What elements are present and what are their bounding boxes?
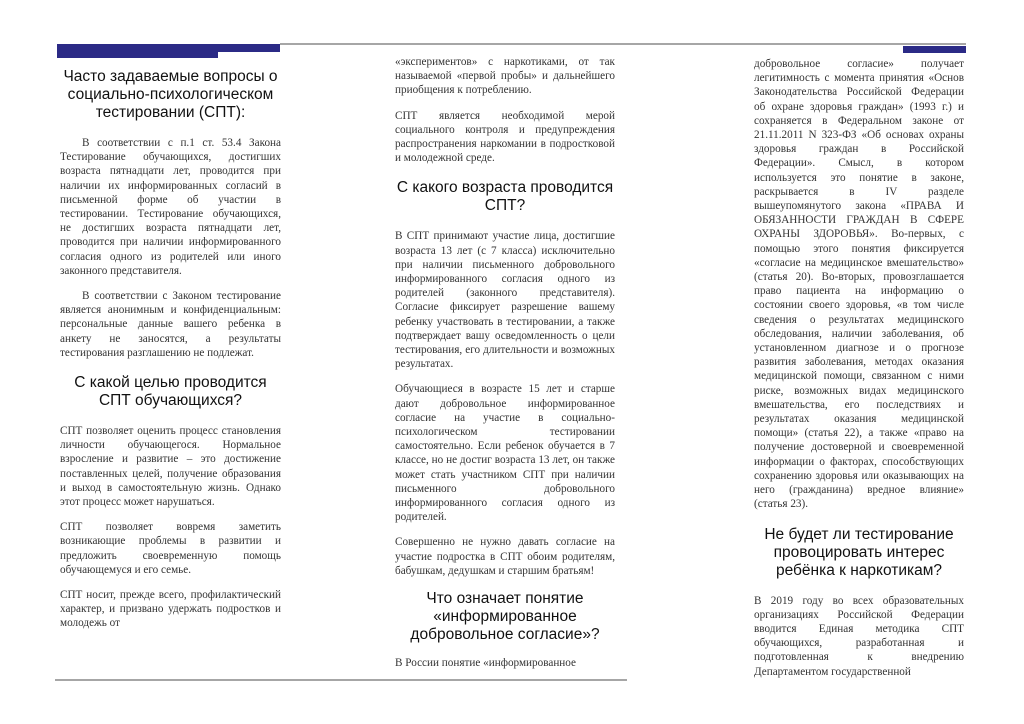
paragraph: В России понятие «информированное <box>395 657 576 670</box>
paragraph: В 2019 году во всех образовательных организациях Российской Федерации вводится Единая методика СПТ обучающихся, разработанная и подготовленная к внедрению Департаментом государственной <box>754 594 964 678</box>
paragraph: Совершенно не нужно давать согласие на участие подростка в СПТ обоим родителям, бабушкам, дедушкам и старшим братьям! <box>395 536 615 577</box>
section-heading-purpose: С какой целью проводится СПТ обучающихся? <box>74 374 267 410</box>
column-1 <box>60 68 281 642</box>
section-heading-age: С какого возраста проводится СПТ? <box>396 179 614 215</box>
paragraph: добровольное согласие» получает легитимность с момента принятия «Основ Законодательства Российской Федерации об охране здоровья граждан» (1993 г.) и сохраняется в Федеральном законе от 21.11.2011 N 323-ФЗ «Об основах охраны здоровья граждан в Российской Федерации». Смысл, в котором используется это понятие в законе, раскрывается в IV разделе вышеупомянутого закона «ПРАВА И ОБЯЗАННОСТИ ГРАЖДАН В СФЕРЕ ОХРАНЫ ЗДОРОВЬЯ». Во-первых, с помощью этого понятия фиксируется «согласие на медицинское вмешательство» (статья 20). Во-вторых, провозглашается право пациента на информацию о состоянии своего здоровья, «в том числе сведения о результатах медицинского обследования, наличии заболевания, об установленном диагнозе и о прогнозе развития заболевания, методах оказания медицинской помощи, связанном с ними риске, возможных видах медицинского вмешательства, его последствиях и результатах оказания медицинской помощи» (статья 22), а также «право на получение достоверной и своевременной информации о факторах, способствующих сохранению здоровья или оказывающих на него (гражданина) вредное влияние» (статья 23). <box>754 58 964 511</box>
paragraph: «экспериментов» с наркотиками, от так называемой «первой пробы» и дальнейшего приобщения к потреблению. <box>395 56 615 97</box>
header-accent-bar-step <box>57 44 218 58</box>
paragraph: СПТ носит, прежде всего, профилактический характер, и призвано удержать подростков и молодежь от <box>60 589 281 630</box>
top-rule-line <box>280 43 966 45</box>
paragraph: В СПТ принимают участие лица, достигшие возраста 13 лет (с 7 класса) исключительно при наличии письменного добровольного информированного согласия одного из родителей (законного представителя). Согласие фиксирует разрешение вашему ребенку участвовать в тестировании, а также подтверждает вашу осведомленность о цели тестирования, его длительности и возможных результатах. <box>395 230 615 371</box>
paragraph: Обучающиеся в возрасте 15 лет и старше дают добровольное информированное согласие на участие в социально-психологическом тестировании самостоятельно. Если ребенок обучается в 7 классе, но не достиг возраста 13 лет, он также может стать участником СПТ при наличии письменного добровольного информированного согласия одного из родителей. <box>395 383 615 524</box>
section-heading-consent: Что означает понятие «информированное добровольное согласие»? <box>410 590 600 644</box>
paragraph: В соответствии с п.1 ст. 53.4 Закона Тестирование обучающихся, достигших возраста пятнадцати лет, проводится при наличии их информированных согласий в письменной форме об участии в тестировании. Тестирование обучающихся, не достигших возраста пятнадцати лет, проводится при наличии информированного согласия одного из родителей или иного законного представителя. <box>60 137 281 277</box>
paragraph: СПТ позволяет вовремя заметить возникающие проблемы в развитии и предложить своевременную помощь обучающемуся и его семье. <box>60 521 281 576</box>
column-2 <box>395 55 615 681</box>
paragraph: СПТ позволяет оценить процесс становления личности обучающегося. Нормальное взросление и развитие – это достижение поставленных целей, получение образования и выход в самостоятельную жизнь. Однако этот процесс может нарушаться. <box>60 425 281 509</box>
column-3 <box>754 57 964 690</box>
paragraph: СПТ является необходимой мерой социального контроля и предупреждения распространения наркомании в подростковой и молодежной среде. <box>395 109 615 165</box>
section-heading-provoke: Не будет ли тестирование провоцировать интерес ребёнка к наркотикам? <box>764 525 954 579</box>
paragraph: В соответствии с Законом тестирование является анонимным и конфиденциальным: персональные данные вашего ребенка в анкету не заносятся, а результаты тестирования разглашению не подлежат. <box>60 290 281 359</box>
right-accent-bar <box>903 46 966 53</box>
faq-title: Часто задаваемые вопросы о социально-психологическом тестировании (СПТ): <box>63 68 278 121</box>
